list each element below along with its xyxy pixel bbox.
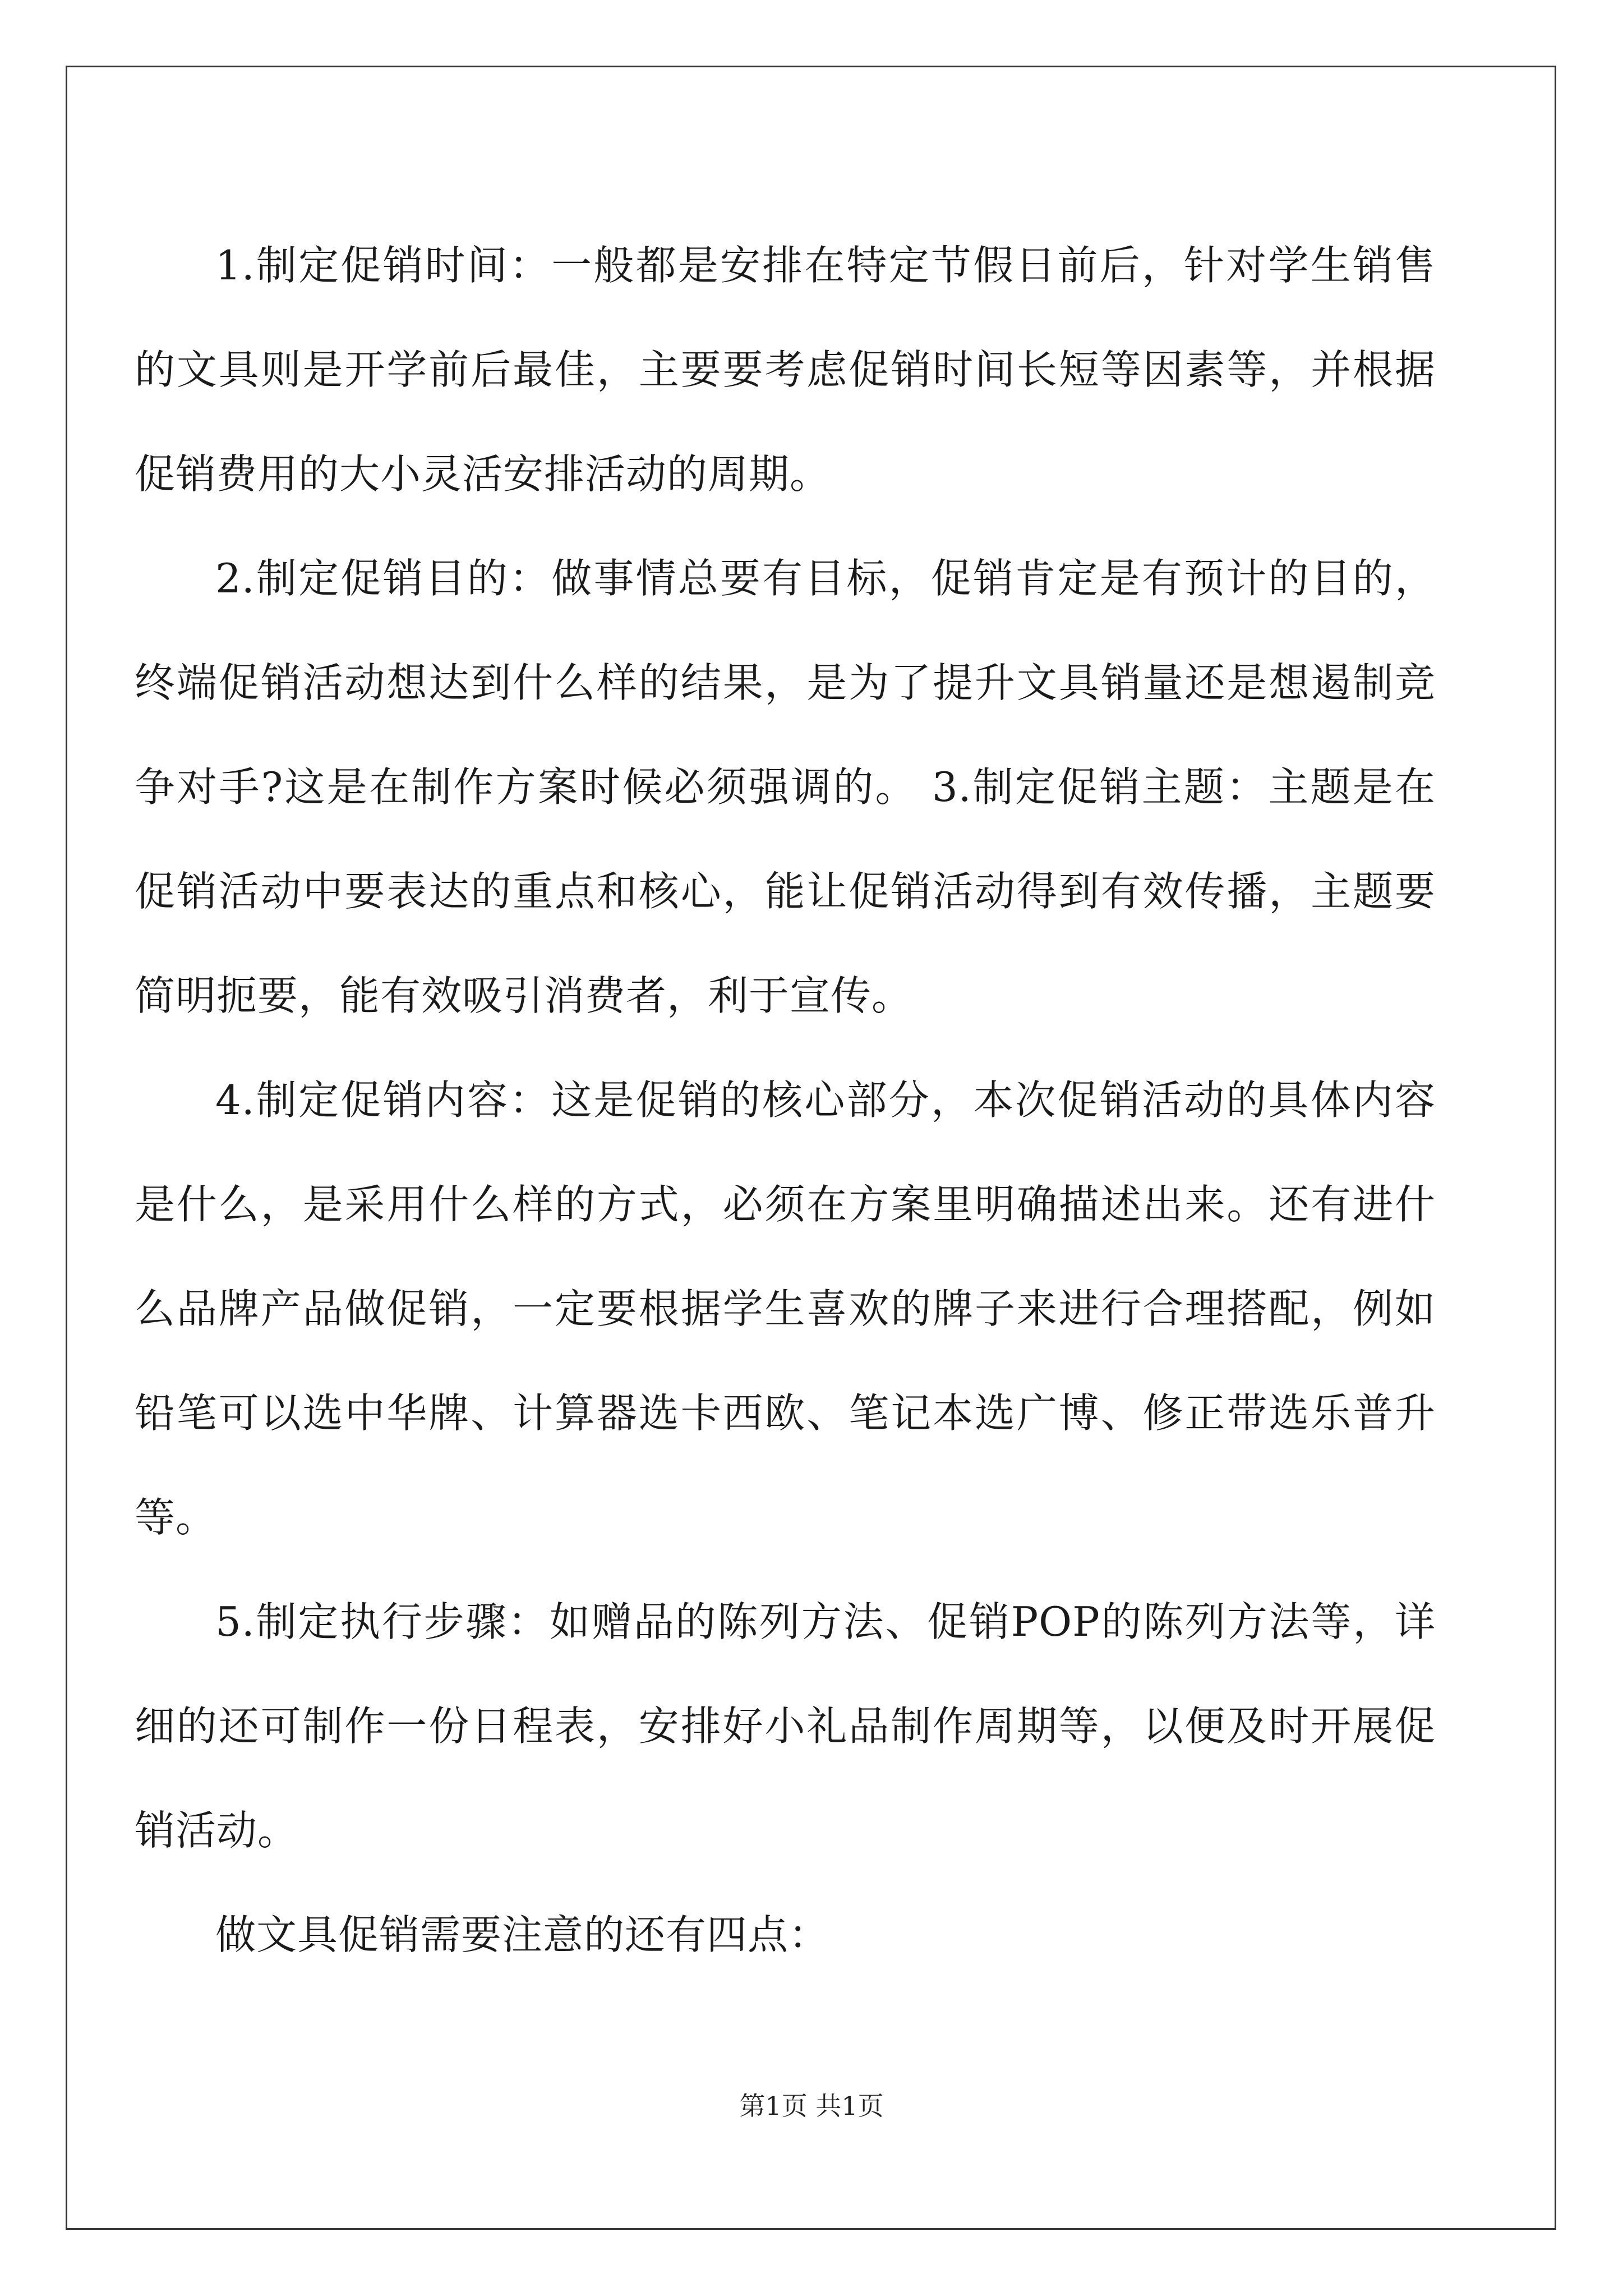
paragraph-promotion-time: 1.制定促销时间：一般都是安排在特定节假日前后，针对学生销售的文具则是开学前后最佳，主要要考虑促销时间长短等因素等，并根据促销费用的大小灵活安排活动的周期。: [135, 242, 1436, 498]
paragraph-execution-steps: 5.制定执行步骤：如赠品的陈列方法、促销POP的陈列方法等，详细的还可制作一份日程表，安排好小礼品制作周期等，以便及时开展促销活动。: [135, 1598, 1436, 1854]
page-number-footer: 第1页 共1页: [739, 2091, 884, 2121]
document-body: [135, 213, 1436, 1987]
paragraph-promotion-content: 4.制定促销内容：这是促销的核心部分，本次促销活动的具体内容是什么，是采用什么样的方式，必须在方案里明确描述出来。还有进什么品牌产品做促销，一定要根据学生喜欢的牌子来进行合理搭配，例如铅笔可以选中华牌、计算器选卡西欧、笔记本选广博、修正带选乐普升等。: [135, 1076, 1436, 1541]
paragraph-promotion-purpose-theme: 2.制定促销目的：做事情总要有目标，促销肯定是有预计的目的，终端促销活动想达到什么样的结果，是为了提升文具销量还是想遏制竞争对手?这是在制作方案时候必须强调的。 3.制定促销主题：主题是在促销活动中要表达的重点和核心，能让促销活动得到有效传播，主题要简明扼要，能有效吸引消费者，利于宣传。: [135, 555, 1436, 1019]
paragraph-four-points-intro: 做文具促销需要注意的还有四点：: [215, 1911, 830, 1958]
